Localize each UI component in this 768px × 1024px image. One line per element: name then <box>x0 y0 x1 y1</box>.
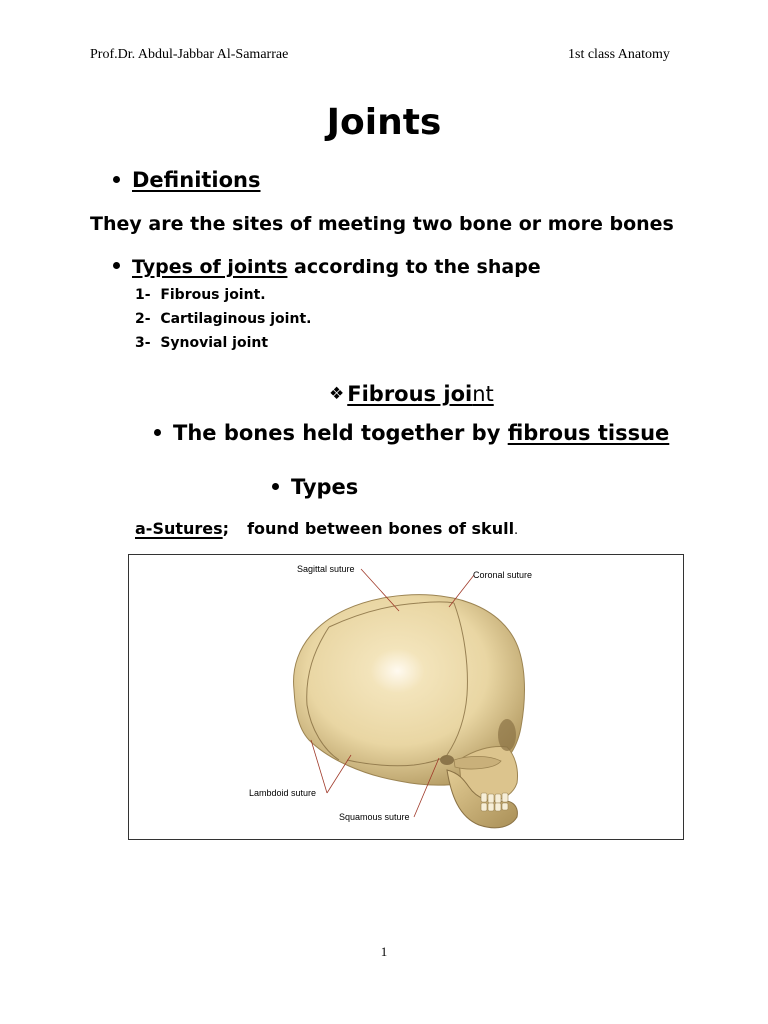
list-item-number: 1- <box>135 287 151 303</box>
fibrous-joint-heading <box>329 382 494 406</box>
definition-text: They are the sites of meeting two bone or more bones <box>90 213 674 235</box>
types-heading-text: Types <box>291 475 359 499</box>
held-fibrous-tissue: fibrous tissue <box>507 421 670 445</box>
list-item <box>135 311 311 327</box>
fibrous-held-together <box>154 421 669 445</box>
skull-figure <box>128 554 684 840</box>
list-item-number: 3- <box>135 335 151 351</box>
page-title: Joints <box>326 102 442 143</box>
ear-canal-shape <box>440 755 454 765</box>
list-item <box>135 335 268 351</box>
skull-illustration <box>129 555 685 841</box>
sutures-line <box>135 519 518 538</box>
coronal-suture-label: Coronal suture <box>473 570 533 580</box>
sutures-period: . <box>514 523 519 538</box>
squamous-suture-label: Squamous suture <box>339 812 410 822</box>
diamond-bullet-icon: ❖ <box>329 384 345 404</box>
page-number: 1 <box>380 944 388 959</box>
fibrous-joint-heading-text: Fibrous joi <box>347 382 473 406</box>
bullet-icon <box>272 483 279 490</box>
sutures-label: a-Sutures <box>135 519 223 538</box>
bullet-icon <box>113 262 120 269</box>
list-item-label: Synovial joint <box>160 335 269 351</box>
bullet-icon <box>113 176 120 183</box>
sutures-semicolon: ; <box>222 519 230 538</box>
orbit-shape <box>498 719 516 751</box>
list-item-label: Fibrous joint. <box>160 287 266 303</box>
bullet-icon <box>154 429 161 436</box>
list-item-number: 2- <box>135 311 151 327</box>
header-author: Prof.Dr. Abdul-Jabbar Al-Samarrae <box>90 47 289 62</box>
list-item <box>135 287 266 303</box>
types-heading <box>272 475 358 499</box>
definitions-heading-text: Definitions <box>132 168 261 192</box>
sagittal-suture-label: Sagittal suture <box>297 564 355 574</box>
definitions-heading <box>113 168 261 192</box>
header-course: 1st class Anatomy <box>568 47 670 62</box>
fibrous-joint-heading-tail: nt <box>472 382 494 406</box>
types-of-joints-rest: according to the shape <box>287 256 541 278</box>
sutures-text: found between bones of skul <box>247 519 509 538</box>
lambdoid-suture-label: Lambdoid suture <box>249 788 317 798</box>
types-of-joints-underlined: Types of joints <box>132 256 288 278</box>
held-prefix: The bones held together by <box>173 421 508 445</box>
types-of-joints-heading <box>113 256 541 278</box>
list-item-label: Cartilaginous joint. <box>160 311 312 327</box>
sutures-text-tail: l <box>508 519 515 538</box>
